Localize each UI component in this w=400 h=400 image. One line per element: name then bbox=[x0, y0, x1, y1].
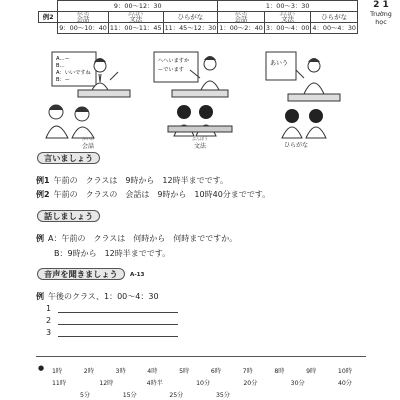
schedule-time-cell: 1：00～2：40 bbox=[219, 24, 263, 33]
scene-grammar-illustration bbox=[150, 50, 250, 140]
schedule-time-cell: 4：00～4：30 bbox=[312, 24, 356, 33]
scene-caption: ひらがな bbox=[283, 142, 308, 149]
schedule-time-cell: 1：00～3：30 bbox=[218, 1, 358, 12]
schedule-time-cell: 11：00～11：45 bbox=[109, 24, 162, 33]
audio-track-badge: A-13 bbox=[130, 272, 145, 278]
schedule-time-cell: 11：45～12：30 bbox=[164, 24, 217, 33]
answer-line bbox=[58, 336, 178, 337]
schedule-row-1 bbox=[39, 1, 358, 12]
schedule-time-cell: 9：00～10：40 bbox=[59, 24, 107, 33]
schedule-table bbox=[38, 0, 358, 34]
schedule-subject-cell: かいわ 会話 bbox=[58, 12, 109, 23]
schedule-subject-cell: ひらがな bbox=[311, 12, 358, 23]
scene-grammar bbox=[150, 50, 250, 140]
scene-caption: かいわ 会話 bbox=[81, 136, 94, 150]
schedule-time-cell: 9：00～12：30 bbox=[58, 1, 218, 12]
schedule-row-label bbox=[39, 1, 58, 12]
schedule-row-2 bbox=[39, 12, 358, 23]
reference-marker: ● bbox=[38, 364, 45, 372]
section-header-say: 言いましょう bbox=[37, 152, 100, 164]
answer-number: 2 bbox=[46, 316, 52, 325]
schedule-subject-cell: かいわ 会話 bbox=[218, 12, 265, 23]
schedule-row-label: 例2 bbox=[39, 12, 58, 23]
schedule-row-3 bbox=[39, 23, 358, 34]
schedule-time-cell: 3：00～4：00 bbox=[265, 24, 310, 33]
scene-caption: ぶんぽう 文法 bbox=[192, 136, 208, 150]
scene-conversation bbox=[38, 50, 138, 140]
listen-example: 例 午後のクラス、1：00～4：30 bbox=[36, 292, 159, 301]
board-text: ーでいます bbox=[158, 67, 184, 73]
board-text: A：いいですね bbox=[56, 70, 91, 76]
chapter-label: Trường bbox=[370, 10, 392, 18]
answer-number: 1 bbox=[46, 304, 52, 313]
chapter-sidebar bbox=[362, 0, 400, 38]
answer-line bbox=[58, 312, 178, 313]
schedule-subject-cell: ぶんぽう 文法 bbox=[264, 12, 311, 23]
chapter-label: học bbox=[375, 18, 387, 26]
reference-row-2: 11時 12時 4時半 10分 20分 30分 40分 bbox=[52, 380, 352, 387]
board-text: あいう bbox=[270, 60, 289, 67]
section-header-listen: 音声を聞きましょう bbox=[37, 268, 125, 280]
scene-conversation-illustration bbox=[38, 50, 138, 140]
dialogue-line-a: 例 A：午前の クラスは 何時から 何時までですか。 bbox=[36, 234, 238, 243]
example-line-1: 例1 午前の クラスは 9時から 12時半までです。 bbox=[36, 176, 228, 185]
board-text: B… bbox=[56, 63, 65, 69]
schedule-subject-cell: ひらがな bbox=[163, 12, 218, 23]
board-text: へへいますか bbox=[158, 58, 190, 64]
schedule-row-label bbox=[39, 23, 58, 34]
answer-line bbox=[58, 324, 178, 325]
dialogue-line-b: B：9時から 12時半までです。 bbox=[54, 249, 171, 258]
scene-hiragana bbox=[262, 50, 362, 140]
schedule-subject-cell: ぶんぽう 文法 bbox=[108, 12, 163, 23]
scene-hiragana-illustration bbox=[262, 50, 362, 140]
chapter-number: 2 1 bbox=[373, 0, 389, 10]
reference-row-3: 5分 15分 25分 35分 bbox=[80, 392, 230, 399]
reference-row-1: 1時 2時 3時 4時 5時 6時 7時 8時 9時 10時 bbox=[52, 368, 352, 375]
board-text: A…ー bbox=[56, 56, 70, 62]
section-divider bbox=[36, 356, 366, 357]
example-line-2: 例2 午前の クラスの 会話は 9時から 10時40分までです。 bbox=[36, 190, 271, 199]
section-header-talk: 話しましょう bbox=[37, 210, 100, 222]
board-text: B：ー bbox=[56, 77, 70, 83]
answer-number: 3 bbox=[46, 328, 52, 337]
